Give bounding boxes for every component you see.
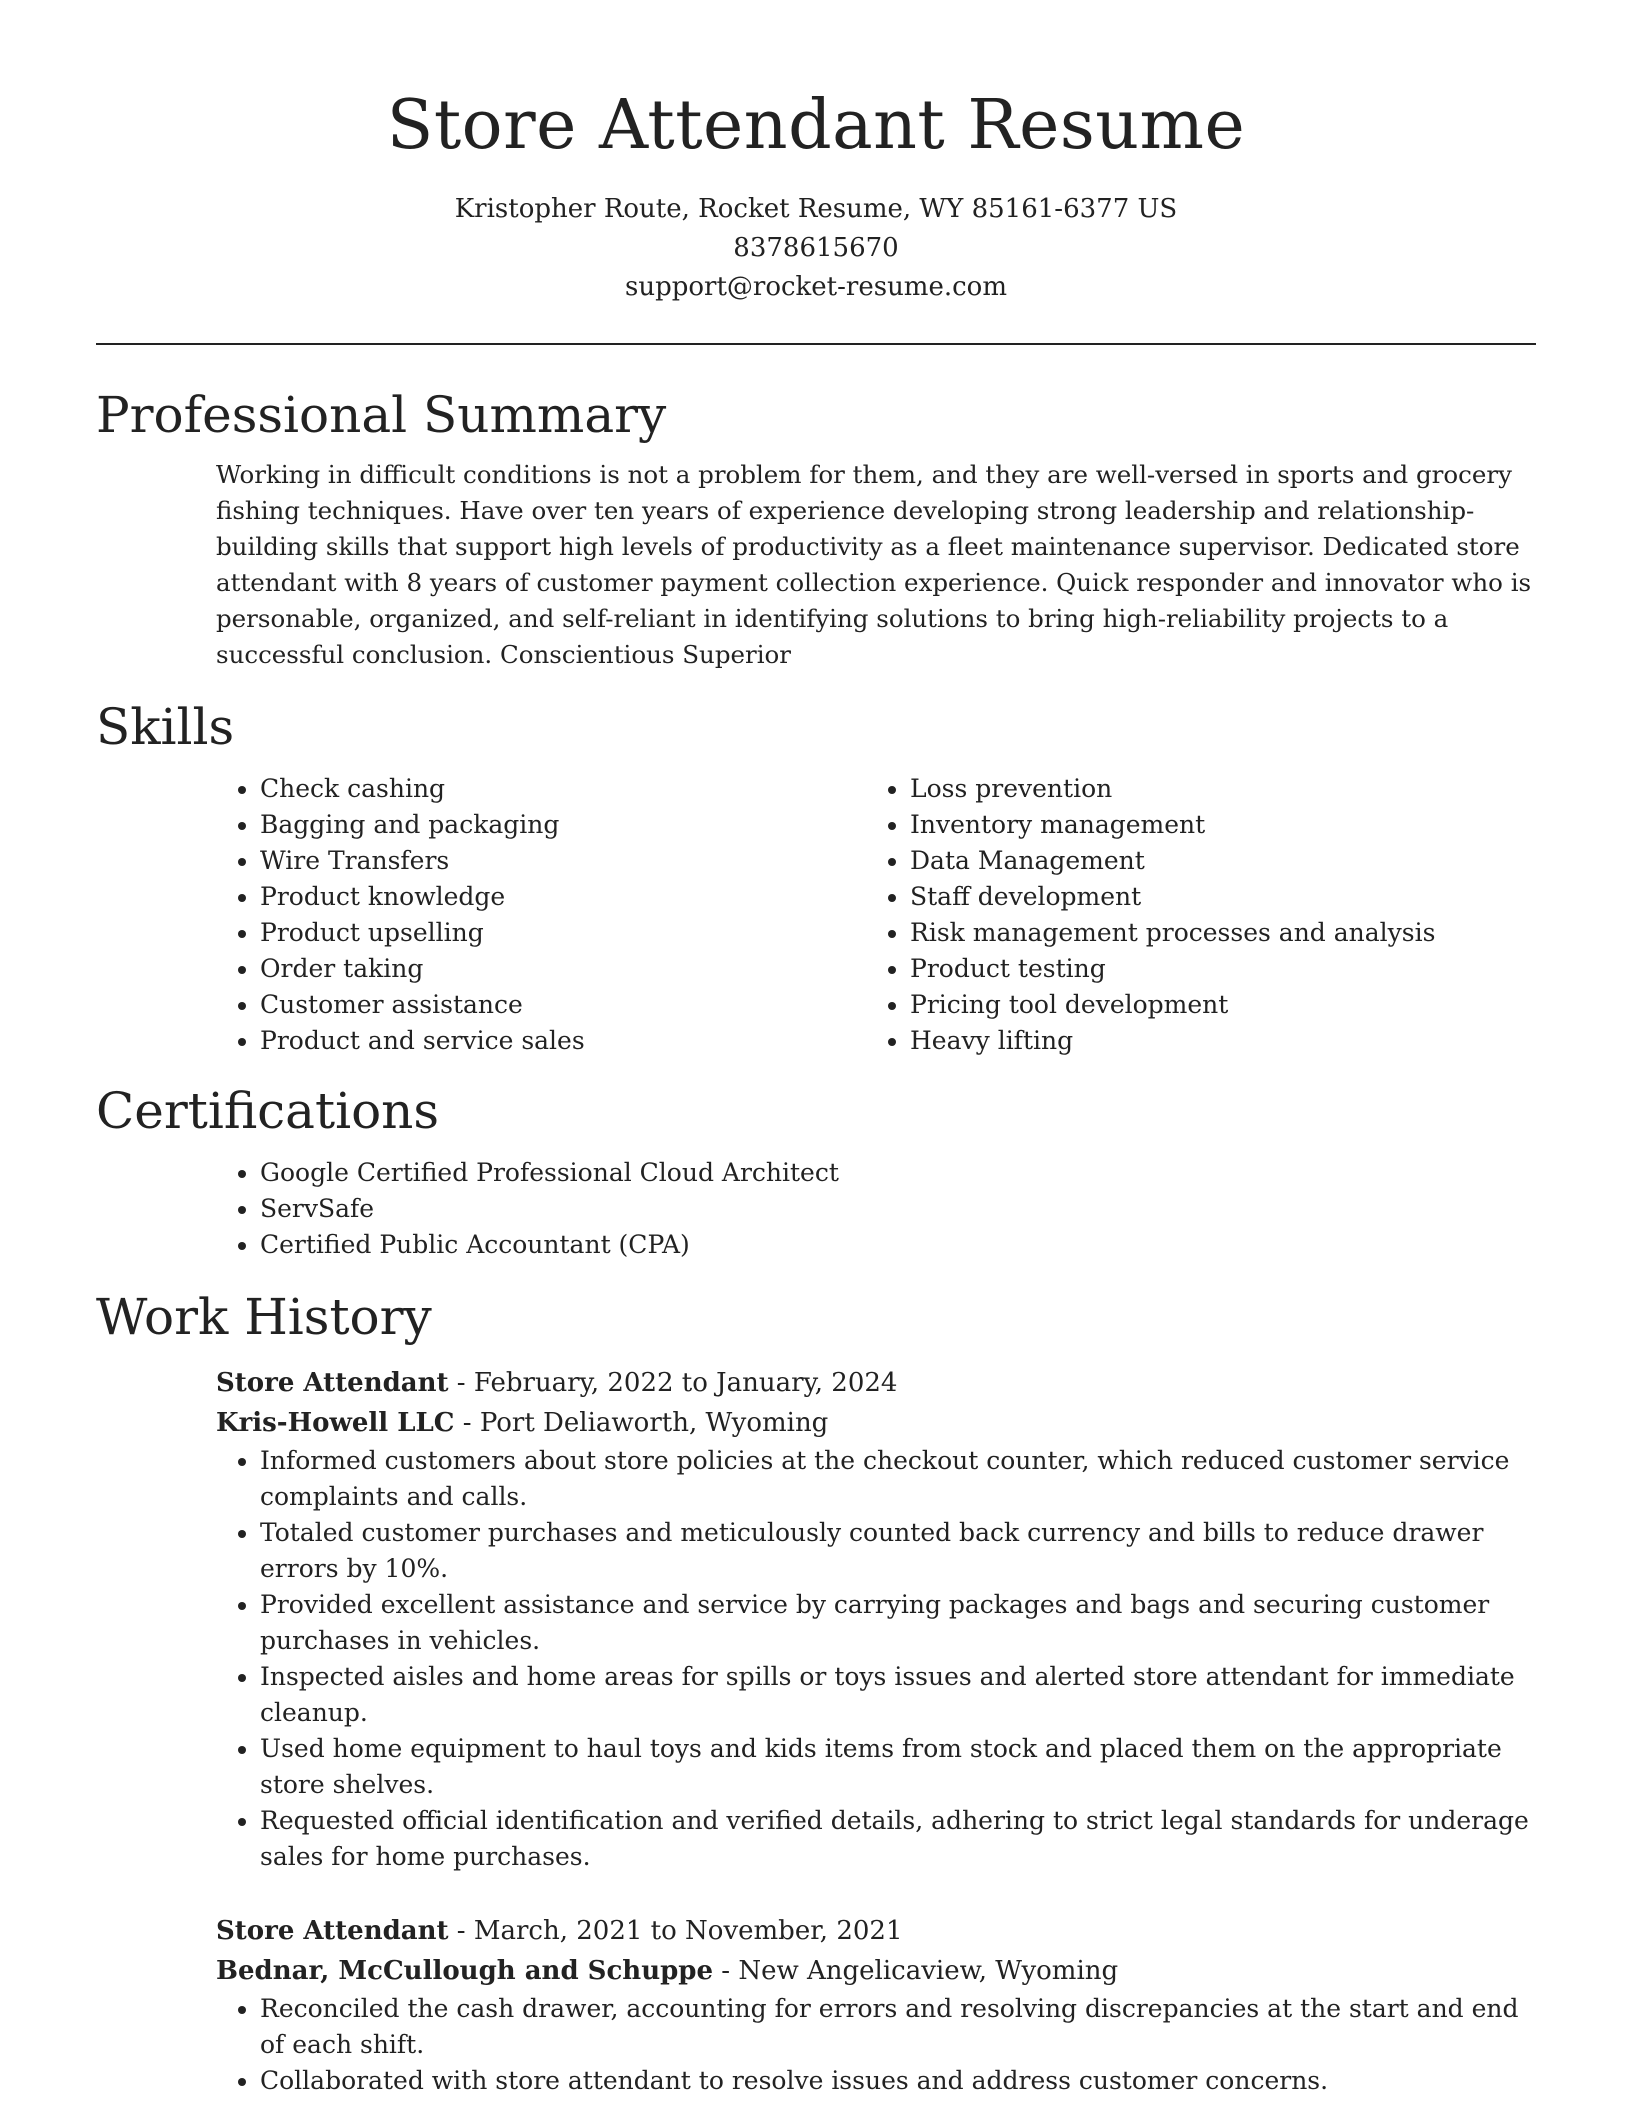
skills-list-right <box>866 771 1516 1059</box>
job-position: Store Attendant <box>216 1368 449 1398</box>
skill-item: • Data Management <box>910 843 1516 879</box>
job-duty: • Reconciled the cash drawer, accounting for errors and resolving discrepancies at the start and end of each shift. <box>260 1991 1536 2063</box>
job-location: - Port Deliaworth, Wyoming <box>454 1408 829 1438</box>
job-position: Store Attendant <box>216 1916 449 1946</box>
header-divider <box>96 343 1536 345</box>
job-entry <box>216 1363 1536 1875</box>
certifications-block <box>216 1155 1536 1263</box>
skill-item: • Check cashing <box>260 771 866 807</box>
job-dates: - February, 2022 to January, 2024 <box>448 1368 898 1398</box>
skill-item: • Loss prevention <box>910 771 1516 807</box>
job-duty: • Requested official identification and verified details, adhering to strict legal standards for underage sales for home purchases. <box>260 1803 1536 1875</box>
skill-item: • Product knowledge <box>260 879 866 915</box>
skill-item: • Inventory management <box>910 807 1516 843</box>
work-history-heading: Work History <box>96 1288 432 1346</box>
resume-page <box>96 0 1536 2099</box>
skill-item: • Staff development <box>910 879 1516 915</box>
job-company: Kris-Howell LLC <box>216 1408 455 1438</box>
job-duty: • Informed customers about store policies at the checkout counter, which reduced customer service complaints and calls. <box>260 1443 1536 1515</box>
job-duty: • Collaborated with store attendant to resolve issues and address customer concerns. <box>260 2063 1536 2099</box>
skill-item: • Risk management processes and analysis <box>910 915 1516 951</box>
skills-columns <box>216 771 1536 1059</box>
job-duties-list <box>216 1443 1536 1875</box>
contact-address: Kristopher Route, Rocket Resume, WY 85161-6377 US <box>454 194 1178 224</box>
resume-title: Store Attendant Resume <box>386 86 1246 165</box>
certification-item: • Certified Public Accountant (CPA) <box>260 1227 1536 1263</box>
job-company-line <box>216 1403 1536 1443</box>
contact-email: support@rocket-resume.com <box>624 272 1007 302</box>
job-title-line <box>216 1363 1536 1403</box>
skills-list-left <box>216 771 866 1059</box>
summary-heading: Professional Summary <box>96 386 667 444</box>
skill-item: • Product testing <box>910 951 1516 987</box>
skill-item: • Pricing tool development <box>910 987 1516 1023</box>
job-duties-list <box>216 1991 1536 2099</box>
job-company: Bednar, McCullough and Schuppe <box>216 1956 713 1986</box>
skill-item: • Product and service sales <box>260 1023 866 1059</box>
job-duty: • Totaled customer purchases and meticulously counted back currency and bills to reduce drawer errors by 10%. <box>260 1515 1536 1587</box>
skill-item: • Product upselling <box>260 915 866 951</box>
skill-item: • Bagging and packaging <box>260 807 866 843</box>
skills-column-right <box>866 771 1516 1059</box>
job-duty: • Used home equipment to haul toys and kids items from stock and placed them on the appropriate store shelves. <box>260 1731 1536 1803</box>
contact-block <box>96 190 1536 307</box>
certification-item: • Google Certified Professional Cloud Architect <box>260 1155 1536 1191</box>
job-company-line <box>216 1951 1536 1991</box>
job-location: - New Angelicaview, Wyoming <box>713 1956 1119 1986</box>
resume-header <box>96 0 1536 307</box>
certification-item: • ServSafe <box>260 1191 1536 1227</box>
skills-column-left <box>216 771 866 1059</box>
job-duty: • Inspected aisles and home areas for spills or toys issues and alerted store attendant for immediate cleanup. <box>260 1659 1536 1731</box>
certifications-heading: Certifications <box>96 1082 440 1140</box>
skill-item: • Order taking <box>260 951 866 987</box>
job-title-line <box>216 1911 1536 1951</box>
skill-item: • Customer assistance <box>260 987 866 1023</box>
job-dates: - March, 2021 to November, 2021 <box>448 1916 903 1946</box>
contact-phone: 8378615670 <box>733 233 899 263</box>
job-entry <box>216 1911 1536 2099</box>
job-duty: • Provided excellent assistance and service by carrying packages and bags and securing customer purchases in vehicles. <box>260 1587 1536 1659</box>
summary-text: Working in difficult conditions is not a problem for them, and they are well-versed in sports and grocery fishing techniques. Have over ten years of experience developing strong leadership and relationship-building skills that support high levels of productivity as a fleet maintenance supervisor. Dedicated store attendant with 8 years of customer payment collection experience. Quick responder and innovator who is personable, organized, and self-reliant in identifying solutions to bring high-reliability projects to a successful conclusion. Conscientious Superior <box>216 460 1532 669</box>
certifications-list <box>216 1155 1536 1263</box>
skill-item: • Wire Transfers <box>260 843 866 879</box>
skill-item: • Heavy lifting <box>910 1023 1516 1059</box>
skills-heading: Skills <box>96 698 235 756</box>
